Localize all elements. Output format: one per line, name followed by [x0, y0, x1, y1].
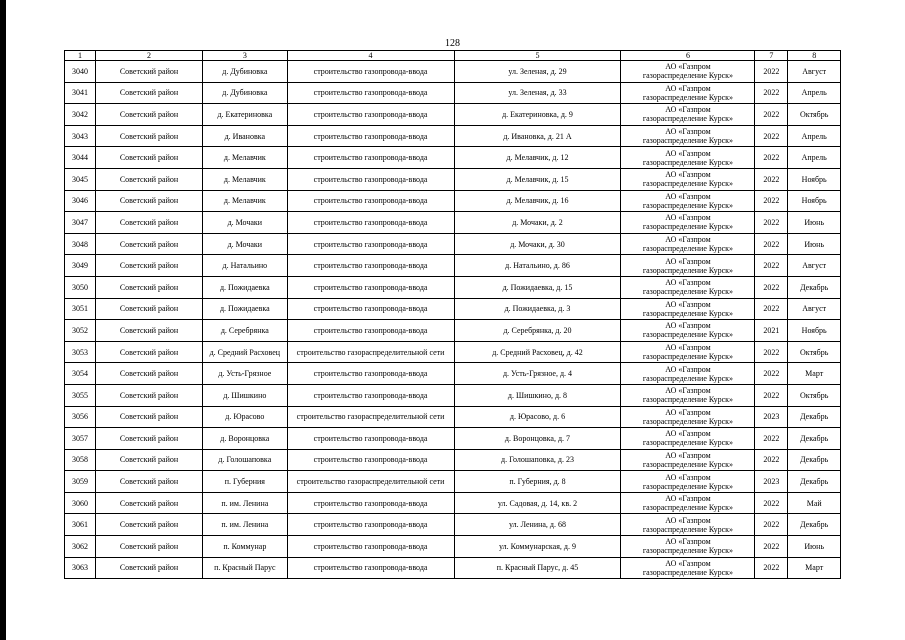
- table-row: [65, 363, 841, 385]
- work-type-cell: строительство газопровода-ввода: [287, 298, 454, 320]
- organization-line: газораспределение Курск»: [642, 287, 734, 297]
- organization-line: газораспределение Курск»: [642, 308, 734, 318]
- settlement-cell: д. Мочаки: [203, 212, 288, 234]
- table-row: [65, 428, 841, 450]
- work-type-cell: строительство газораспределительной сети: [287, 471, 454, 493]
- table-row: [65, 255, 841, 277]
- district-cell: Советский район: [95, 384, 202, 406]
- organization-line: газораспределение Курск»: [642, 222, 734, 232]
- organization-line: АО «Газпром: [665, 321, 711, 331]
- month-cell: Ноябрь: [788, 320, 841, 342]
- settlement-cell: д. Екатериновка: [203, 104, 288, 126]
- organization-line: газораспределение Курск»: [642, 546, 734, 556]
- table-row: [65, 212, 841, 234]
- organization-line: АО «Газпром: [665, 83, 711, 93]
- address-cell: д. Мелавчик, д. 16: [454, 190, 621, 212]
- scan-edge-shadow: [0, 0, 6, 640]
- settlement-cell: д. Пожидаевка: [203, 276, 288, 298]
- work-type-cell: строительство газопровода-ввода: [287, 514, 454, 536]
- organization-cell: [621, 428, 755, 450]
- district-cell: Советский район: [95, 449, 202, 471]
- organization-line: АО «Газпром: [665, 278, 711, 288]
- month-cell: Декабрь: [788, 471, 841, 493]
- settlement-cell: п. им. Ленина: [203, 514, 288, 536]
- year-cell: 2022: [755, 363, 788, 385]
- column-number: 7: [755, 51, 788, 61]
- work-type-cell: строительство газопровода-ввода: [287, 255, 454, 277]
- organization-line: АО «Газпром: [665, 127, 711, 137]
- row-number: 3052: [65, 320, 96, 342]
- organization-cell: [621, 384, 755, 406]
- column-number: 3: [203, 51, 288, 61]
- organization-line: газораспределение Курск»: [642, 438, 734, 448]
- year-cell: 2022: [755, 449, 788, 471]
- organization-cell: [621, 190, 755, 212]
- address-cell: д. Мелавчик, д. 12: [454, 147, 621, 169]
- organization-line: АО «Газпром: [665, 191, 711, 201]
- month-cell: Апрель: [788, 125, 841, 147]
- year-cell: 2022: [755, 212, 788, 234]
- month-cell: Апрель: [788, 147, 841, 169]
- work-type-cell: строительство газопровода-ввода: [287, 492, 454, 514]
- year-cell: 2022: [755, 190, 788, 212]
- work-type-cell: строительство газопровода-ввода: [287, 557, 454, 579]
- address-cell: д. Мочаки, д. 2: [454, 212, 621, 234]
- address-cell: ул. Садовая, д. 14, кв. 2: [454, 492, 621, 514]
- organization-line: АО «Газпром: [665, 407, 711, 417]
- district-cell: Советский район: [95, 82, 202, 104]
- table-row: [65, 298, 841, 320]
- settlement-cell: д. Воронцовка: [203, 428, 288, 450]
- row-number: 3055: [65, 384, 96, 406]
- table-row: [65, 320, 841, 342]
- year-cell: 2022: [755, 125, 788, 147]
- work-type-cell: строительство газопровода-ввода: [287, 82, 454, 104]
- organization-line: АО «Газпром: [665, 256, 711, 266]
- work-type-cell: строительство газопровода-ввода: [287, 363, 454, 385]
- row-number: 3051: [65, 298, 96, 320]
- column-number: 5: [454, 51, 621, 61]
- row-number: 3058: [65, 449, 96, 471]
- settlement-cell: д. Голошаповка: [203, 449, 288, 471]
- organization-line: АО «Газпром: [665, 105, 711, 115]
- month-cell: Ноябрь: [788, 168, 841, 190]
- settlement-cell: д. Юрасово: [203, 406, 288, 428]
- table-row: [65, 341, 841, 363]
- organization-cell: [621, 449, 755, 471]
- year-cell: 2022: [755, 341, 788, 363]
- address-cell: д. Шишкино, д. 8: [454, 384, 621, 406]
- row-number: 3059: [65, 471, 96, 493]
- work-type-cell: строительство газопровода-ввода: [287, 61, 454, 83]
- organization-line: АО «Газпром: [665, 472, 711, 482]
- organization-line: АО «Газпром: [665, 235, 711, 245]
- organization-line: газораспределение Курск»: [642, 136, 734, 146]
- address-cell: д. Средний Расховец, д. 42: [454, 341, 621, 363]
- settlement-cell: п. Красный Парус: [203, 557, 288, 579]
- work-type-cell: строительство газопровода-ввода: [287, 449, 454, 471]
- district-cell: Советский район: [95, 406, 202, 428]
- address-cell: д. Пожидаевка, д. 15: [454, 276, 621, 298]
- table-row: [65, 168, 841, 190]
- settlement-cell: п. Губерния: [203, 471, 288, 493]
- row-number: 3042: [65, 104, 96, 126]
- row-number: 3047: [65, 212, 96, 234]
- month-cell: Август: [788, 61, 841, 83]
- district-cell: Советский район: [95, 536, 202, 558]
- table-row: [65, 104, 841, 126]
- organization-line: газораспределение Курск»: [642, 71, 734, 81]
- month-cell: Июнь: [788, 212, 841, 234]
- district-cell: Советский район: [95, 557, 202, 579]
- row-number: 3046: [65, 190, 96, 212]
- month-cell: Декабрь: [788, 449, 841, 471]
- organization-line: газораспределение Курск»: [642, 373, 734, 383]
- organization-line: газораспределение Курск»: [642, 92, 734, 102]
- address-cell: д. Голошаповка, д. 23: [454, 449, 621, 471]
- settlement-cell: п. им. Ленина: [203, 492, 288, 514]
- district-cell: Советский район: [95, 428, 202, 450]
- table-row: [65, 147, 841, 169]
- district-cell: Советский район: [95, 276, 202, 298]
- month-cell: Март: [788, 557, 841, 579]
- year-cell: 2022: [755, 514, 788, 536]
- organization-cell: [621, 492, 755, 514]
- district-cell: Советский район: [95, 341, 202, 363]
- row-number: 3062: [65, 536, 96, 558]
- month-cell: Август: [788, 298, 841, 320]
- settlement-cell: д. Средний Расховец: [203, 341, 288, 363]
- organization-cell: [621, 471, 755, 493]
- settlement-cell: д. Мелавчик: [203, 147, 288, 169]
- district-cell: Советский район: [95, 471, 202, 493]
- district-cell: Советский район: [95, 363, 202, 385]
- work-type-cell: строительство газопровода-ввода: [287, 147, 454, 169]
- row-number: 3063: [65, 557, 96, 579]
- month-cell: Июнь: [788, 536, 841, 558]
- settlement-cell: д. Дубиновка: [203, 82, 288, 104]
- organization-cell: [621, 341, 755, 363]
- organization-line: газораспределение Курск»: [642, 114, 734, 124]
- year-cell: 2022: [755, 61, 788, 83]
- organization-cell: [621, 536, 755, 558]
- table-row: [65, 471, 841, 493]
- year-cell: 2021: [755, 320, 788, 342]
- row-number: 3053: [65, 341, 96, 363]
- settlement-cell: д. Натальино: [203, 255, 288, 277]
- table-row: [65, 190, 841, 212]
- address-cell: д. Мелавчик, д. 15: [454, 168, 621, 190]
- year-cell: 2022: [755, 492, 788, 514]
- address-cell: д. Натальино, д. 86: [454, 255, 621, 277]
- table-row: [65, 276, 841, 298]
- address-cell: ул. Зеленая, д. 33: [454, 82, 621, 104]
- address-cell: д. Юрасово, д. 6: [454, 406, 621, 428]
- settlement-cell: д. Пожидаевка: [203, 298, 288, 320]
- table-row: [65, 406, 841, 428]
- row-number: 3048: [65, 233, 96, 255]
- row-number: 3043: [65, 125, 96, 147]
- settlement-cell: д. Ивановка: [203, 125, 288, 147]
- column-number: 8: [788, 51, 841, 61]
- work-type-cell: строительство газопровода-ввода: [287, 125, 454, 147]
- work-type-cell: строительство газопровода-ввода: [287, 320, 454, 342]
- district-cell: Советский район: [95, 320, 202, 342]
- organization-line: АО «Газпром: [665, 62, 711, 72]
- organization-cell: [621, 104, 755, 126]
- month-cell: Декабрь: [788, 406, 841, 428]
- month-cell: Октябрь: [788, 104, 841, 126]
- address-cell: д. Мочаки, д. 30: [454, 233, 621, 255]
- organization-line: газораспределение Курск»: [642, 200, 734, 210]
- organization-line: АО «Газпром: [665, 537, 711, 547]
- organization-line: газораспределение Курск»: [642, 567, 734, 577]
- table-row: [65, 61, 841, 83]
- district-cell: Советский район: [95, 147, 202, 169]
- row-number: 3061: [65, 514, 96, 536]
- year-cell: 2022: [755, 384, 788, 406]
- district-cell: Советский район: [95, 255, 202, 277]
- address-cell: д. Воронцовка, д. 7: [454, 428, 621, 450]
- organization-cell: [621, 320, 755, 342]
- organization-line: газораспределение Курск»: [642, 244, 734, 254]
- month-cell: Июнь: [788, 233, 841, 255]
- work-type-cell: строительство газопровода-ввода: [287, 104, 454, 126]
- organization-line: АО «Газпром: [665, 364, 711, 374]
- month-cell: Май: [788, 492, 841, 514]
- row-number: 3041: [65, 82, 96, 104]
- organization-line: АО «Газпром: [665, 515, 711, 525]
- table-row: [65, 384, 841, 406]
- column-number-row: [65, 51, 841, 61]
- row-number: 3045: [65, 168, 96, 190]
- row-number: 3044: [65, 147, 96, 169]
- organization-line: газораспределение Курск»: [642, 503, 734, 513]
- settlement-cell: д. Мелавчик: [203, 190, 288, 212]
- address-cell: п. Красный Парус, д. 45: [454, 557, 621, 579]
- work-type-cell: строительство газопровода-ввода: [287, 168, 454, 190]
- district-cell: Советский район: [95, 492, 202, 514]
- organization-cell: [621, 125, 755, 147]
- column-number: 6: [621, 51, 755, 61]
- organization-line: АО «Газпром: [665, 558, 711, 568]
- column-number: 2: [95, 51, 202, 61]
- table-row: [65, 492, 841, 514]
- row-number: 3054: [65, 363, 96, 385]
- row-number: 3056: [65, 406, 96, 428]
- organization-line: АО «Газпром: [665, 343, 711, 353]
- year-cell: 2022: [755, 428, 788, 450]
- settlement-cell: п. Коммунар: [203, 536, 288, 558]
- organization-line: АО «Газпром: [665, 213, 711, 223]
- month-cell: Март: [788, 363, 841, 385]
- organization-line: газораспределение Курск»: [642, 265, 734, 275]
- work-type-cell: строительство газопровода-ввода: [287, 276, 454, 298]
- work-type-cell: строительство газораспределительной сети: [287, 406, 454, 428]
- work-type-cell: строительство газопровода-ввода: [287, 190, 454, 212]
- organization-line: газораспределение Курск»: [642, 330, 734, 340]
- organization-line: АО «Газпром: [665, 386, 711, 396]
- settlement-cell: д. Мелавчик: [203, 168, 288, 190]
- month-cell: Декабрь: [788, 514, 841, 536]
- month-cell: Апрель: [788, 82, 841, 104]
- work-type-cell: строительство газопровода-ввода: [287, 212, 454, 234]
- district-cell: Советский район: [95, 168, 202, 190]
- work-type-cell: строительство газопровода-ввода: [287, 428, 454, 450]
- settlement-cell: д. Дубиновка: [203, 61, 288, 83]
- address-cell: д. Екатериновка, д. 9: [454, 104, 621, 126]
- work-type-cell: строительство газопровода-ввода: [287, 384, 454, 406]
- district-cell: Советский район: [95, 514, 202, 536]
- settlement-cell: д. Серебрянка: [203, 320, 288, 342]
- column-number: 1: [65, 51, 96, 61]
- work-type-cell: строительство газопровода-ввода: [287, 233, 454, 255]
- settlement-cell: д. Усть-Грязное: [203, 363, 288, 385]
- district-cell: Советский район: [95, 233, 202, 255]
- year-cell: 2023: [755, 471, 788, 493]
- gasification-table: [64, 50, 841, 579]
- table-row: [65, 536, 841, 558]
- district-cell: Советский район: [95, 104, 202, 126]
- column-number: 4: [287, 51, 454, 61]
- month-cell: Октябрь: [788, 341, 841, 363]
- row-number: 3049: [65, 255, 96, 277]
- organization-cell: [621, 276, 755, 298]
- district-cell: Советский район: [95, 298, 202, 320]
- address-cell: д. Пожидаевка, д. 3: [454, 298, 621, 320]
- organization-line: газораспределение Курск»: [642, 179, 734, 189]
- year-cell: 2022: [755, 168, 788, 190]
- organization-line: газораспределение Курск»: [642, 524, 734, 534]
- organization-cell: [621, 298, 755, 320]
- organization-cell: [621, 82, 755, 104]
- district-cell: Советский район: [95, 125, 202, 147]
- organization-cell: [621, 255, 755, 277]
- organization-cell: [621, 212, 755, 234]
- work-type-cell: строительство газораспределительной сети: [287, 341, 454, 363]
- address-cell: ул. Зеленая, д. 29: [454, 61, 621, 83]
- month-cell: Август: [788, 255, 841, 277]
- year-cell: 2022: [755, 536, 788, 558]
- organization-line: АО «Газпром: [665, 429, 711, 439]
- organization-line: АО «Газпром: [665, 299, 711, 309]
- organization-line: АО «Газпром: [665, 494, 711, 504]
- month-cell: Декабрь: [788, 276, 841, 298]
- settlement-cell: д. Шишкино: [203, 384, 288, 406]
- organization-line: газораспределение Курск»: [642, 416, 734, 426]
- page-number: 128: [445, 38, 460, 49]
- organization-cell: [621, 406, 755, 428]
- organization-line: газораспределение Курск»: [642, 352, 734, 362]
- district-cell: Советский район: [95, 190, 202, 212]
- year-cell: 2022: [755, 147, 788, 169]
- year-cell: 2022: [755, 298, 788, 320]
- address-cell: д. Ивановка, д. 21 А: [454, 125, 621, 147]
- address-cell: д. Усть-Грязное, д. 4: [454, 363, 621, 385]
- year-cell: 2022: [755, 557, 788, 579]
- address-cell: д. Серебрянка, д. 20: [454, 320, 621, 342]
- organization-line: АО «Газпром: [665, 450, 711, 460]
- year-cell: 2022: [755, 233, 788, 255]
- organization-line: газораспределение Курск»: [642, 481, 734, 491]
- organization-cell: [621, 363, 755, 385]
- organization-cell: [621, 61, 755, 83]
- organization-cell: [621, 514, 755, 536]
- district-cell: Советский район: [95, 61, 202, 83]
- table-row: [65, 514, 841, 536]
- organization-line: АО «Газпром: [665, 148, 711, 158]
- year-cell: 2022: [755, 104, 788, 126]
- organization-cell: [621, 557, 755, 579]
- table-row: [65, 449, 841, 471]
- address-cell: ул. Коммунарская, д. 9: [454, 536, 621, 558]
- organization-line: газораспределение Курск»: [642, 395, 734, 405]
- organization-cell: [621, 147, 755, 169]
- district-cell: Советский район: [95, 212, 202, 234]
- organization-line: газораспределение Курск»: [642, 157, 734, 167]
- row-number: 3050: [65, 276, 96, 298]
- month-cell: Декабрь: [788, 428, 841, 450]
- table-body: [65, 61, 841, 579]
- address-cell: ул. Ленина, д. 68: [454, 514, 621, 536]
- table-row: [65, 125, 841, 147]
- year-cell: 2023: [755, 406, 788, 428]
- work-type-cell: строительство газопровода-ввода: [287, 536, 454, 558]
- settlement-cell: д. Мочаки: [203, 233, 288, 255]
- address-cell: п. Губерния, д. 8: [454, 471, 621, 493]
- table-row: [65, 233, 841, 255]
- row-number: 3060: [65, 492, 96, 514]
- year-cell: 2022: [755, 255, 788, 277]
- organization-cell: [621, 168, 755, 190]
- table-row: [65, 82, 841, 104]
- row-number: 3040: [65, 61, 96, 83]
- year-cell: 2022: [755, 276, 788, 298]
- table-row: [65, 557, 841, 579]
- organization-line: АО «Газпром: [665, 170, 711, 180]
- year-cell: 2022: [755, 82, 788, 104]
- organization-cell: [621, 233, 755, 255]
- month-cell: Ноябрь: [788, 190, 841, 212]
- row-number: 3057: [65, 428, 96, 450]
- organization-line: газораспределение Курск»: [642, 459, 734, 469]
- month-cell: Октябрь: [788, 384, 841, 406]
